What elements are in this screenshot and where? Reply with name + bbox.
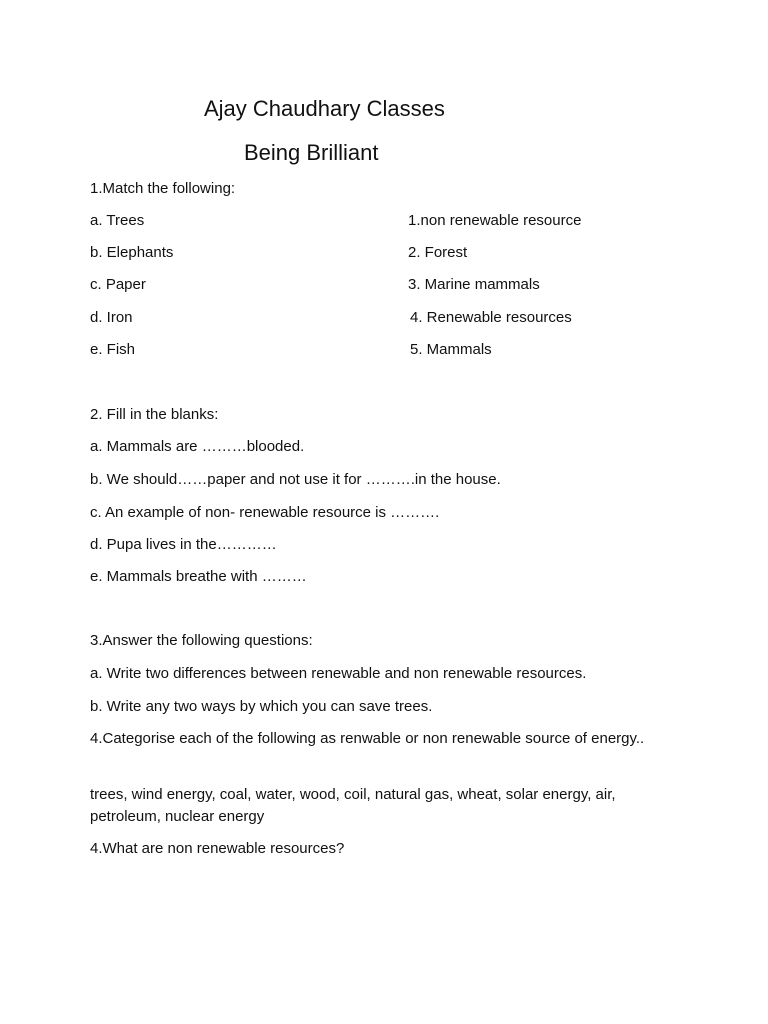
match-right-item: 1.non renewable resource xyxy=(408,212,582,229)
answer-question-item: a. Write two differences between renewable and non renewable resources. xyxy=(90,665,587,682)
match-right-item: 4. Renewable resources xyxy=(410,309,572,326)
fill-blank-item: e. Mammals breathe with ……… xyxy=(90,568,307,585)
fill-blank-item: b. We should……paper and not use it for ……….in the house. xyxy=(90,471,501,488)
page-title: Ajay Chaudhary Classes xyxy=(204,96,445,121)
match-left-item: d. Iron xyxy=(90,309,133,326)
question-5-heading: 4.What are non renewable resources? xyxy=(90,840,345,857)
fill-blank-item: a. Mammals are ………blooded. xyxy=(90,438,305,455)
question-2-heading: 2. Fill in the blanks: xyxy=(90,406,219,423)
answer-question-item: b. Write any two ways by which you can save trees. xyxy=(90,698,433,715)
match-right-item: 3. Marine mammals xyxy=(408,276,540,293)
question-4-heading: 4.Categorise each of the following as renwable or non renewable source of energy.. xyxy=(90,730,645,747)
question-1-heading: 1.Match the following: xyxy=(90,180,236,197)
match-left-item: b. Elephants xyxy=(90,244,174,261)
fill-blank-item: d. Pupa lives in the………… xyxy=(90,536,277,553)
match-left-item: a. Trees xyxy=(90,212,145,229)
page-subtitle: Being Brilliant xyxy=(244,140,379,165)
question-3-heading: 3.Answer the following questions: xyxy=(90,632,313,649)
energy-source-list: trees, wind energy, coal, water, wood, coil, natural gas, wheat, solar energy, air, petroleum, nuclear energy xyxy=(90,786,616,825)
match-left-item: c. Paper xyxy=(90,276,146,293)
match-right-item: 2. Forest xyxy=(408,244,468,261)
match-left-item: e. Fish xyxy=(90,341,136,358)
match-right-item: 5. Mammals xyxy=(410,341,492,358)
fill-blank-item: c. An example of non- renewable resource is ………. xyxy=(90,504,440,521)
